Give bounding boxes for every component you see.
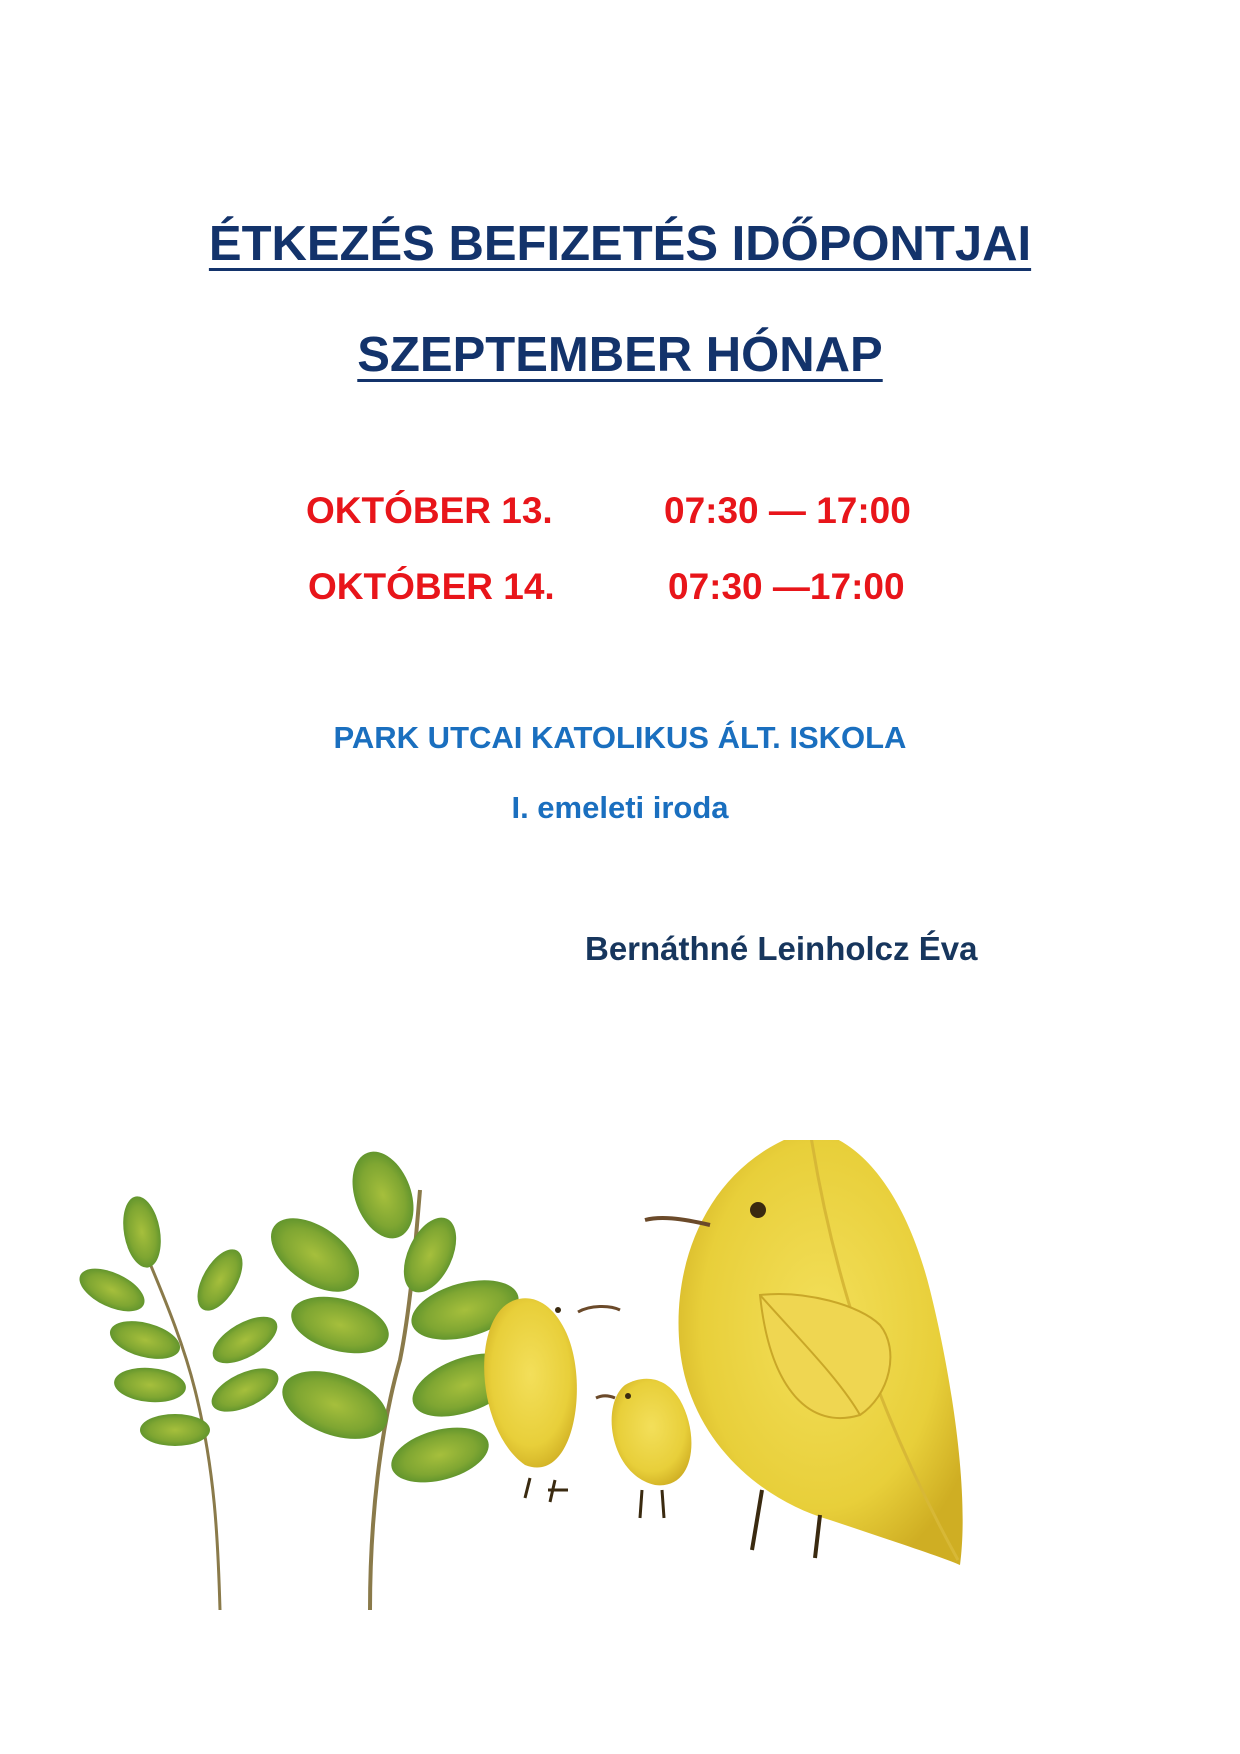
yellow-leaf-bird-icon <box>596 1379 691 1518</box>
schedule-date: OKTÓBER 14. <box>308 566 555 607</box>
schedule-date: OKTÓBER 13. <box>306 490 553 531</box>
yellow-leaf-bird-icon <box>645 1140 963 1565</box>
office-location: I. emeleti iroda <box>511 790 729 825</box>
autumn-leaves-illustration <box>70 1140 1080 1680</box>
schedule-row <box>308 566 948 612</box>
page-title: ÉTKEZÉS BEFIZETÉS IDŐPONTJAI <box>208 217 1032 271</box>
schedule-row <box>306 490 946 536</box>
schedule-time: 07:30 —17:00 <box>668 566 905 607</box>
signature: Bernáthné Leinholcz Éva <box>585 930 978 967</box>
yellow-leaf-bird-icon <box>484 1298 620 1502</box>
school-name: PARK UTCAI KATOLIKUS ÁLT. ISKOLA <box>333 720 907 755</box>
page-subtitle: SZEPTEMBER HÓNAP <box>357 328 883 382</box>
schedule-time: 07:30 — 17:00 <box>664 490 911 531</box>
green-leaf-sprig-icon <box>73 1193 285 1610</box>
